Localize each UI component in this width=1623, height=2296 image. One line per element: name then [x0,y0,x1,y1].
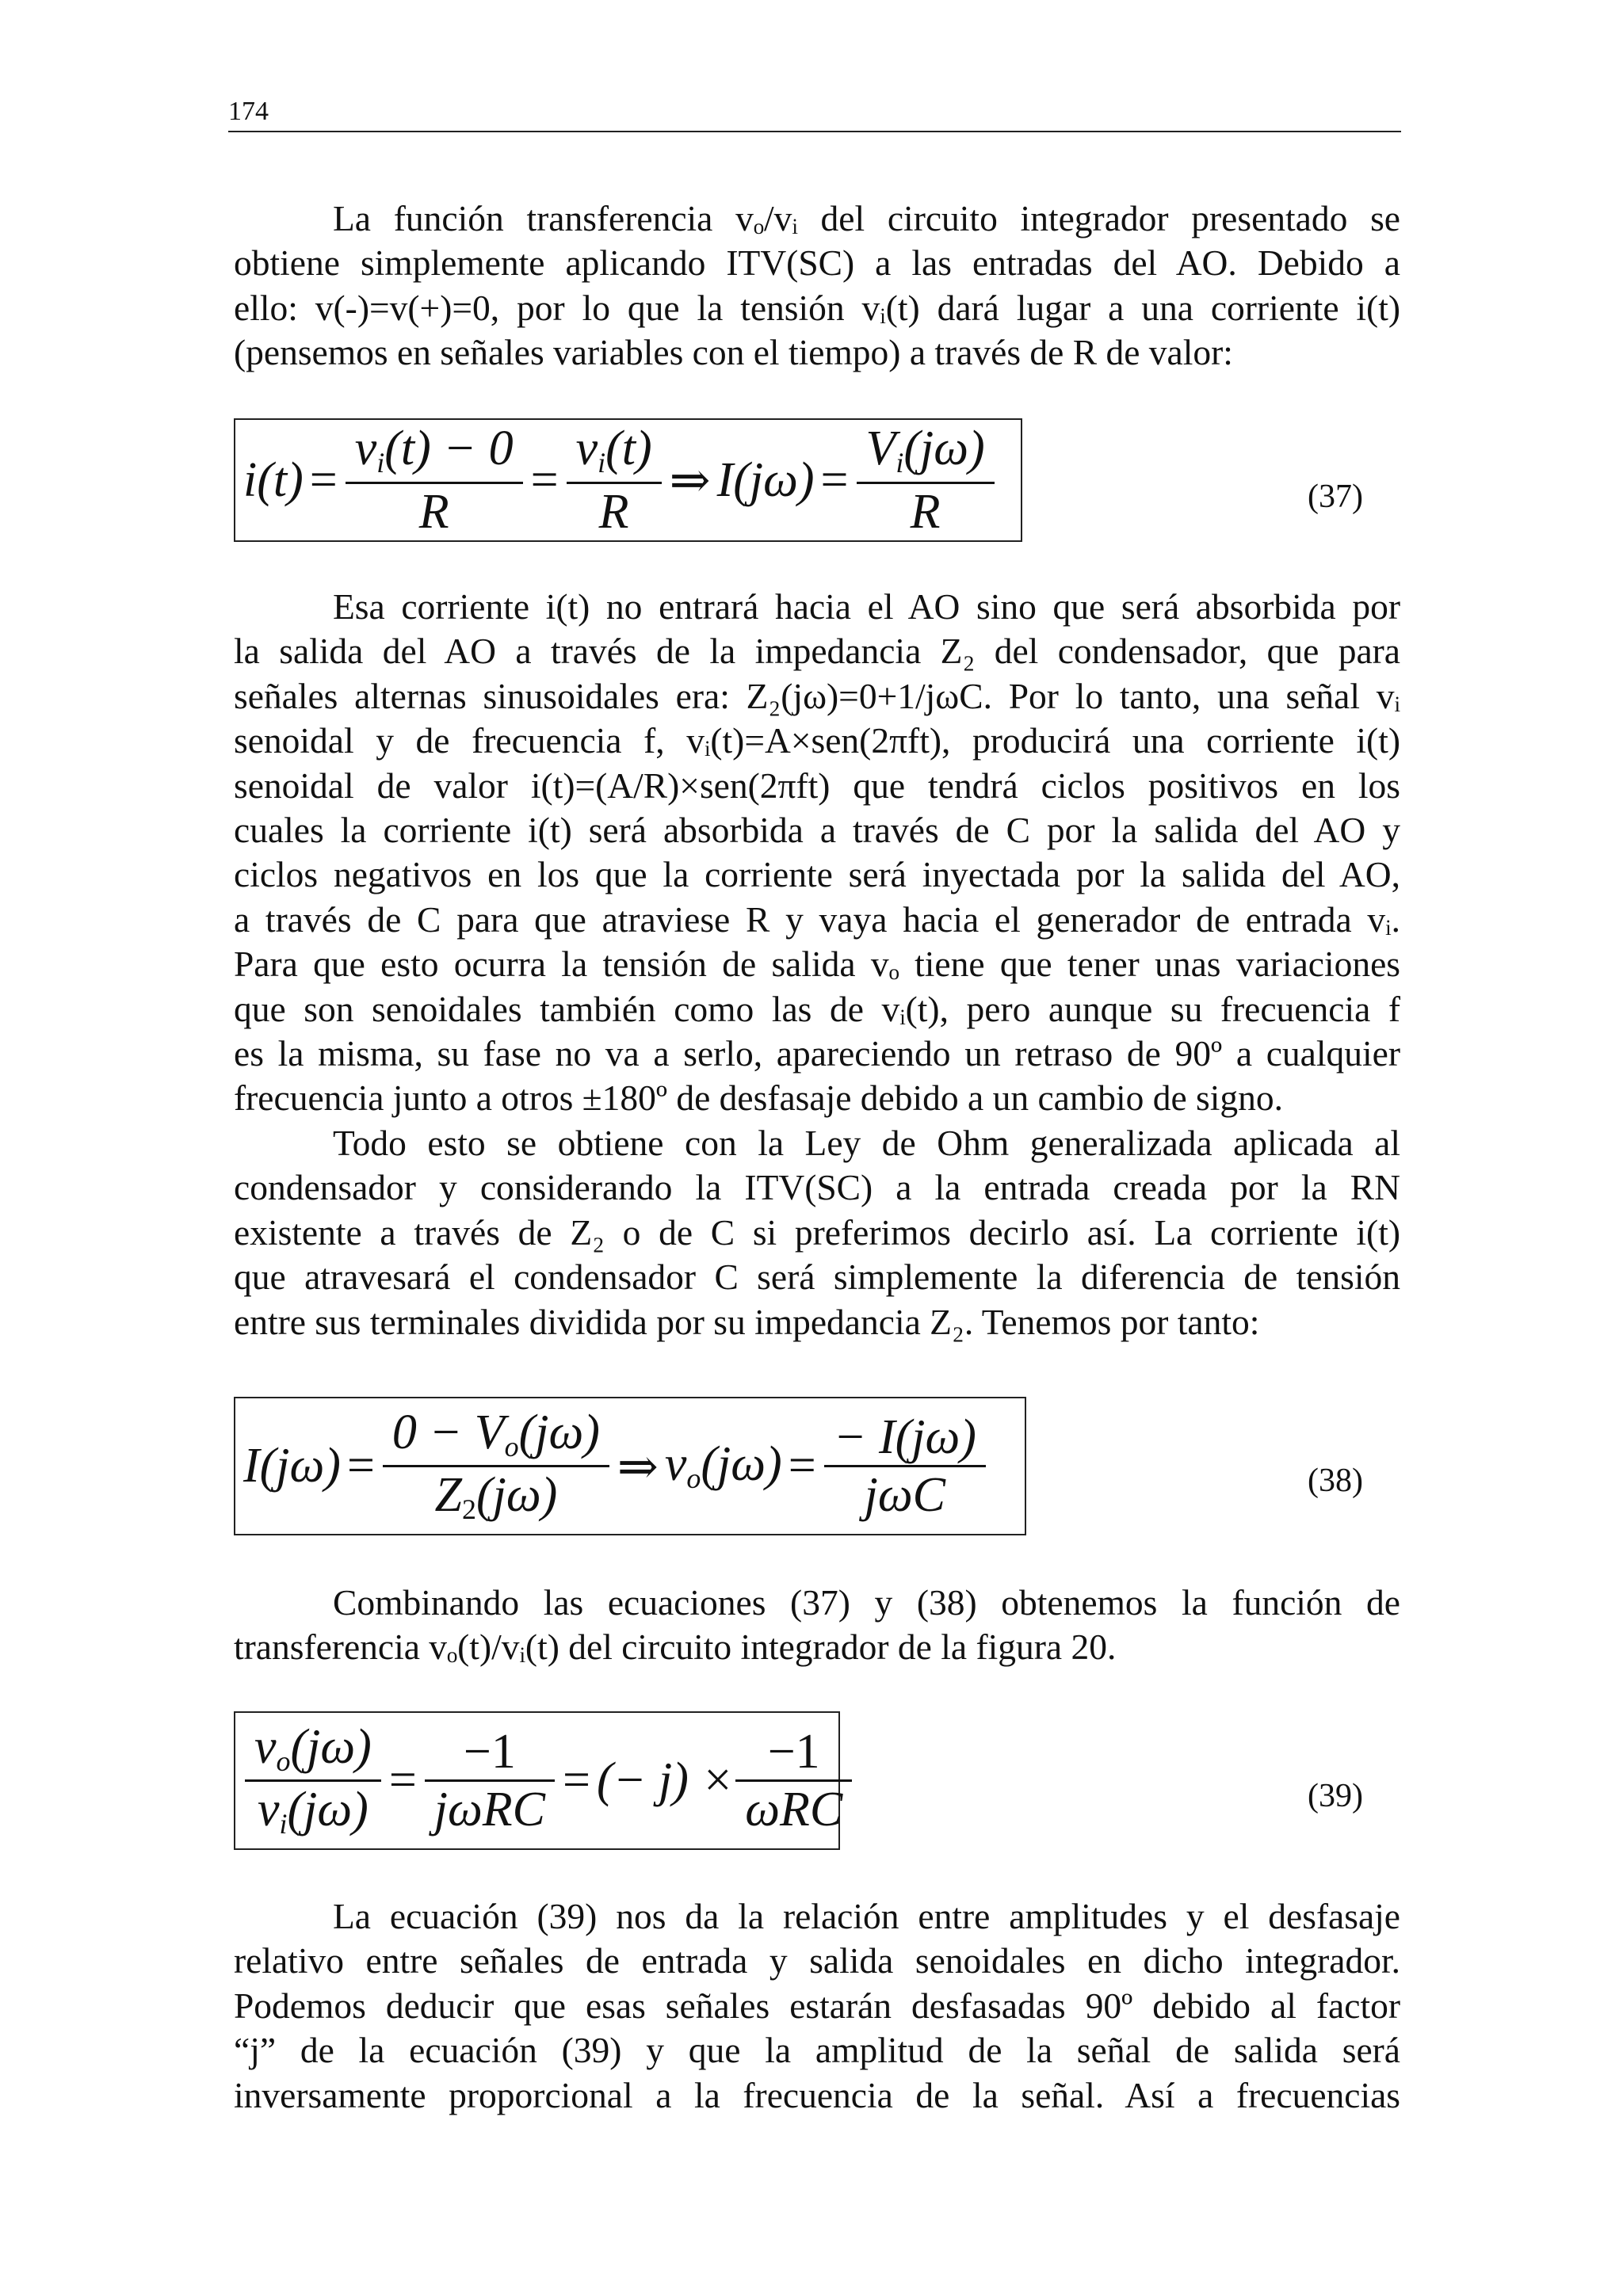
text-line: cuales la corriente i(t) será absorbida a través de C por la salida del AO y [234,810,1400,851]
equation-37 [243,420,996,540]
text-line: La función transferencia vₒ/vᵢ del circuito integrador presentado se [333,198,1400,238]
paragraph-2 [234,585,1400,1121]
eq37-fraction-2: $\frac{v_i(t)}{R}$ [571,424,657,536]
eq39-equals-2: = [563,1753,590,1807]
text-line: inversamente proporcional a la frecuencia de la señal. Así a frecuencias [234,2074,1400,2115]
eq37-implies: ⇒ [669,454,711,508]
eq37-equals: = [309,452,338,507]
eq39-middle-factor: (− j) × [596,1753,735,1807]
text-line: transferencia vₒ(t)/vᵢ(t) del circuito integrador de la figura 20. [234,1627,1117,1668]
text-line: La ecuación (39) nos da la relación entre amplitudes y el desfasaje [333,1896,1400,1936]
text-line: señales alternas sinusoidales era: Z₂(jω)=0+1/jωC. Por lo tanto, una señal vᵢ [234,675,1400,716]
eq37-equals-3: = [820,452,849,507]
text-line: Podemos deducir que esas señales estarán desfasadas 90º debido al factor [234,1985,1400,2026]
eq38-fraction-1: $\frac{0 - V_o(j\omega)}{Z_2(j\omega)}$ [388,1408,605,1524]
text-line: la salida del AO a través de la impedancia Z₂ del condensador, que para [234,631,1400,672]
eq39-fraction-3: $\frac{-1}{\text{ωRC}}$ [740,1727,847,1834]
text-line: existente a través de Z₂ o de C si preferimos decirlo así. La corriente i(t) [234,1211,1400,1253]
text-line: senoidal de valor i(t)=(A/R)×sen(2πft) que tendrá ciclos positivos en los [234,765,1400,806]
equation-38-box [234,1397,1026,1535]
text-line: Combinando las ecuaciones (37) y (38) obtenemos la función de [333,1582,1400,1623]
text-line: “j” de la ecuación (39) y que la amplitud de la señal de salida será [234,2030,1400,2071]
text-line: relativo entre señales de entrada y salida senoidales en dicho integrador. [234,1940,1400,1981]
eq37-fraction-1: $\frac{v_i(t) - 0}{R}$ [350,424,518,536]
equation-39 [243,1713,854,1848]
equation-38-number: (38) [1308,1463,1363,1499]
text-line: ello: v(-)=v(+)=0, por lo que la tensión vᵢ(t) dará lugar a una corriente i(t) [234,287,1400,328]
eq38-equals-2: = [788,1439,816,1493]
eq38-rhs-lhs: $v_o(j\omega)$ [664,1437,782,1495]
text-line: condensador y considerando la ITV(SC) a la entrada creada por la RN [234,1167,1400,1208]
paragraph-5 [234,1894,1400,2118]
paragraph-4 [234,1581,1400,1670]
text-line: es la misma, su fase no va a serlo, apareciendo un retraso de 90º a cualquier [234,1033,1400,1074]
text-line: que atravesará el condensador C será simplemente la diferencia de tensión [234,1257,1400,1298]
eq38-implies: ⇒ [617,1440,659,1494]
eq39-fraction-2: $\frac{-1}{\text{jωRC}}$ [430,1727,550,1834]
page-number: 174 [228,97,269,126]
eq39-fraction-1: $\frac{v_o(j\omega)}{v_i(j\omega)}$ [250,1722,376,1839]
text-line: Para que esto ocurra la tensión de salida vₒ tiene que tener unas variaciones [234,944,1400,985]
paragraph-1 [234,196,1400,376]
eq37-equals-2: = [530,452,559,507]
equation-39-number: (39) [1308,1778,1363,1814]
text-line: a través de C para que atraviese R y vaya hacia el generador de entrada vᵢ. [234,898,1400,940]
equation-39-box [234,1711,843,1850]
equation-37-number: (37) [1308,479,1363,515]
eq38-equals: = [346,1439,375,1493]
eq37-lhs: i(t) [243,452,304,507]
eq38-lhs: I(jω) [243,1439,341,1493]
equation-38 [243,1398,987,1534]
text-line: (pensemos en señales variables con el tiempo) a través de R de valor: [234,332,1233,373]
text-line: obtiene simplemente aplicando ITV(SC) a las entradas del AO. Debido a [234,242,1400,284]
paragraph-3 [234,1121,1400,1344]
equation-37-box [234,418,1022,542]
text-line: que son senoidales también como las de vᵢ(t), pero aunque su frecuencia f [234,988,1400,1029]
text-line: entre sus terminales dividida por su impedancia Z₂. Tenemos por tanto: [234,1301,1260,1342]
eq38-fraction-2: $\frac{- I(j\omega)}{\text{jωC}}$ [829,1413,981,1520]
text-line: Esa corriente i(t) no entrará hacia el AO sino que será absorbida por [333,586,1400,627]
eq39-equals: = [388,1753,417,1807]
header-rule [228,131,1401,132]
eq37-rhs-lhs: I(jω) [716,452,815,507]
text-line: senoidal y de frecuencia f, vᵢ(t)=A×sen(2πft), producirá una corriente i(t) [234,720,1400,761]
text-line: Todo esto se obtiene con la Ley de Ohm generalizada aplicada al [333,1123,1400,1163]
eq37-fraction-3: $\frac{V_i(j\omega)}{R}$ [861,424,990,536]
text-line: ciclos negativos en los que la corriente será inyectada por la salida del AO, [234,854,1400,895]
text-line: frecuencia junto a otros ±180º de desfasaje debido a un cambio de signo. [234,1077,1284,1119]
